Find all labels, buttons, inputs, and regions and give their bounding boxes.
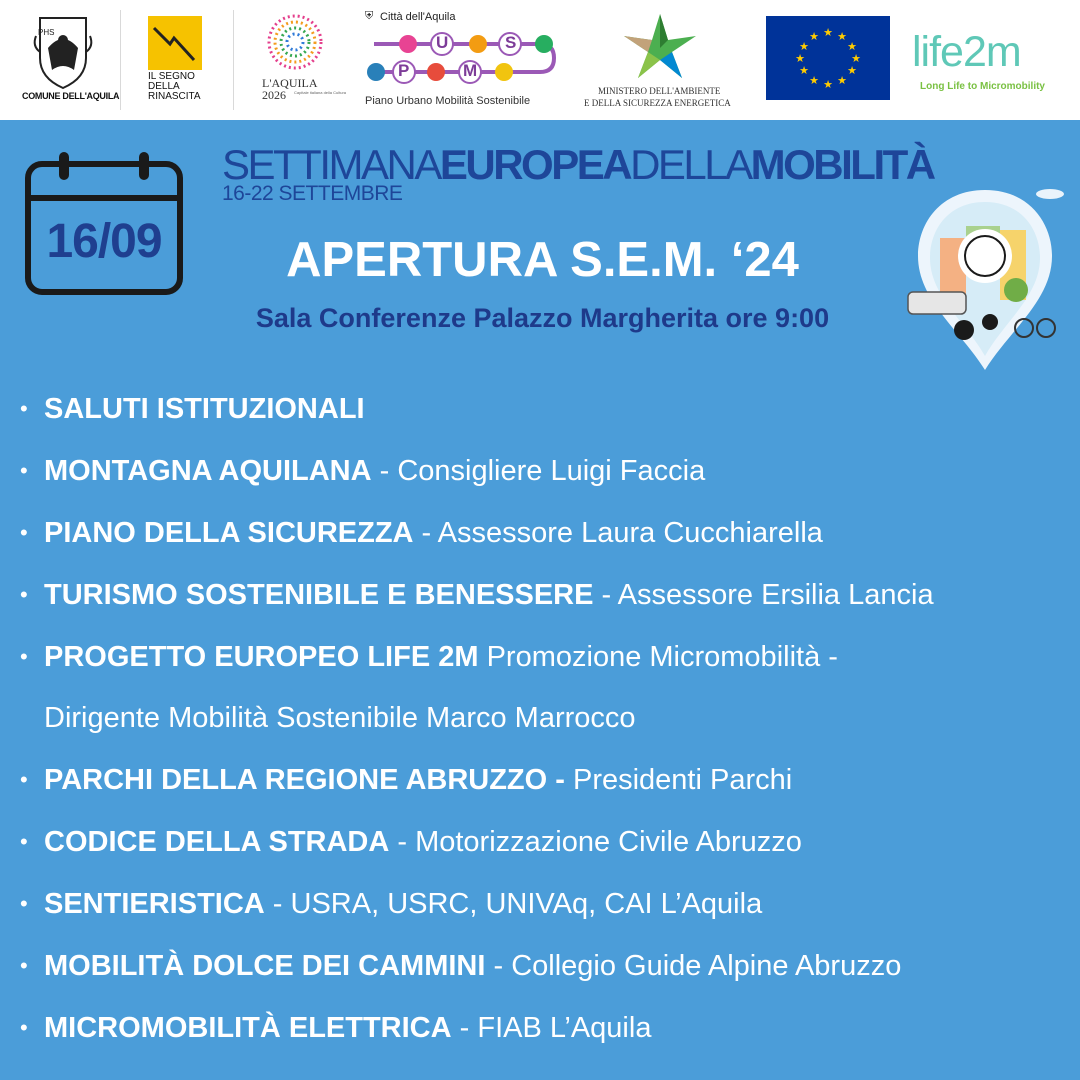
- agenda-topic: MICROMOBILITÀ ELETTRICA: [44, 1012, 452, 1044]
- pums-logo: [360, 0, 560, 120]
- title-part-europea: EUROPEA: [439, 141, 631, 188]
- aquila-tagline: Capitale italiana della Cultura: [294, 90, 347, 95]
- svg-text:★: ★: [799, 64, 809, 77]
- ministero-line2: E DELLA SICUREZZA ENERGETICA: [584, 98, 731, 108]
- bullet-icon: •: [20, 644, 28, 669]
- agenda-item: [20, 946, 901, 986]
- agenda-item: [20, 1008, 651, 1048]
- agenda-speaker: Presidenti Parchi: [564, 764, 793, 796]
- aquila-year: 2026: [262, 88, 286, 102]
- segno-line1: IL SEGNO: [148, 71, 195, 82]
- pums-letter-p: P: [398, 61, 410, 80]
- svg-text:★: ★: [799, 40, 809, 53]
- title-part-mobilita: MOBILITÀ: [750, 141, 934, 188]
- agenda-item: [20, 513, 823, 553]
- agenda-speaker: Promozione Micromobilità -: [478, 641, 838, 673]
- aquila-label: L'AQUILA: [262, 76, 318, 90]
- eagle-crest-icon: [18, 0, 108, 120]
- event-title: APERTURA S.E.M. ‘24: [286, 233, 799, 287]
- agenda-topic: PROGETTO EUROPEO LIFE 2M: [44, 641, 479, 673]
- agenda-topic: CODICE DELLA STRADA: [44, 826, 390, 858]
- bullet-icon: •: [20, 1015, 28, 1040]
- segno-rinascita-logo: [140, 0, 230, 120]
- agenda-item: [20, 451, 705, 491]
- agenda-item: [20, 575, 934, 615]
- calendar-date: 16/09: [46, 215, 162, 268]
- segno-line2: DELLA: [148, 81, 180, 92]
- agenda-topic: SALUTI ISTITUZIONALI: [44, 393, 365, 425]
- eu-flag-logo: [766, 0, 891, 120]
- comune-label: COMUNE DELL'AQUILA: [22, 91, 120, 101]
- bullet-icon: •: [20, 520, 28, 545]
- svg-text:★: ★: [851, 52, 861, 65]
- agenda-item: [20, 760, 792, 800]
- bullet-icon: •: [20, 767, 28, 792]
- pums-city: Città dell'Aquila: [380, 11, 456, 23]
- dotted-burst-icon: [250, 0, 340, 80]
- eu-flag-icon: [766, 16, 890, 100]
- life2m-tagline: Long Life to Micromobility: [920, 81, 1045, 92]
- svg-text:★: ★: [837, 74, 847, 87]
- agenda-item: [20, 884, 762, 924]
- agenda-speaker: - USRA, USRC, UNIVAq, CAI L’Aquila: [264, 888, 763, 920]
- logo-bar: [0, 0, 1080, 120]
- logo-divider: [233, 10, 234, 110]
- agenda-speaker: - Assessore Laura Cucchiarella: [413, 517, 823, 549]
- title-part-della: DELLA: [630, 141, 751, 188]
- rinascita-square-icon: [140, 0, 230, 70]
- agenda-speaker: - FIAB L’Aquila: [451, 1012, 652, 1044]
- agenda-speaker: - Assessore Ersilia Lancia: [593, 579, 934, 611]
- life2m-logo: [912, 0, 1072, 120]
- svg-text:★: ★: [847, 64, 857, 77]
- agenda-item: [20, 822, 802, 862]
- location-pin-illustration-icon: [900, 180, 1070, 380]
- pums-city-crest-icon: ⛨: [365, 10, 374, 22]
- life2m-name: life2m: [912, 28, 1021, 76]
- ministero-line1: MINISTERO DELL'AMBIENTE: [598, 86, 721, 96]
- agenda-item: [20, 389, 365, 429]
- aquila-2026-logo: [250, 0, 347, 120]
- agenda-item-continuation: Dirigente Mobilità Sostenibile Marco Marrocco: [44, 702, 636, 734]
- agenda-topic: MONTAGNA AQUILANA: [44, 455, 372, 487]
- logo-divider: [120, 10, 121, 110]
- agenda-topic: MOBILITÀ DOLCE DEI CAMMINI: [44, 950, 486, 982]
- agenda-speaker: - Motorizzazione Civile Abruzzo: [389, 826, 802, 858]
- ministero-star-icon: [620, 10, 700, 82]
- event-venue: Sala Conferenze Palazzo Margherita ore 9:00: [255, 303, 830, 333]
- svg-text:★: ★: [823, 78, 833, 91]
- comune-logo: [18, 0, 120, 120]
- title-part-settimana: SETTIMANA: [222, 141, 440, 188]
- bullet-icon: •: [20, 582, 28, 607]
- svg-text:★: ★: [809, 74, 819, 87]
- bullet-icon: •: [20, 953, 28, 978]
- agenda-speaker: - Consigliere Luigi Faccia: [371, 455, 706, 487]
- bullet-icon: •: [20, 396, 28, 421]
- pums-letter-u: U: [436, 33, 449, 52]
- agenda-topic: PARCHI DELLA REGIONE ABRUZZO -: [44, 764, 565, 796]
- pums-path-graphic: [360, 26, 560, 90]
- agenda-speaker: - Collegio Guide Alpine Abruzzo: [485, 950, 902, 982]
- bullet-icon: •: [20, 891, 28, 916]
- pums-letter-m: M: [463, 61, 478, 80]
- svg-text:★: ★: [837, 30, 847, 43]
- bullet-icon: •: [20, 829, 28, 854]
- agenda-topic: PIANO DELLA SICUREZZA: [44, 517, 414, 549]
- segno-line3: RINASCITA: [148, 91, 201, 102]
- agenda-item: [20, 637, 838, 677]
- week-dates: 16-22 SETTEMBRE: [222, 182, 403, 205]
- svg-text:★: ★: [795, 52, 805, 65]
- bullet-icon: •: [20, 458, 28, 483]
- ministero-logo: [580, 0, 755, 120]
- svg-text:★: ★: [809, 30, 819, 43]
- pums-letter-s: S: [505, 33, 517, 52]
- svg-text:★: ★: [823, 26, 833, 39]
- agenda-topic: TURISMO SOSTENIBILE E BENESSERE: [44, 579, 594, 611]
- pums-subtitle: Piano Urbano Mobilità Sostenibile: [365, 95, 531, 107]
- crest-text: PHS: [38, 28, 55, 37]
- agenda-topic: SENTIERISTICA: [44, 888, 265, 920]
- svg-text:★: ★: [847, 40, 857, 53]
